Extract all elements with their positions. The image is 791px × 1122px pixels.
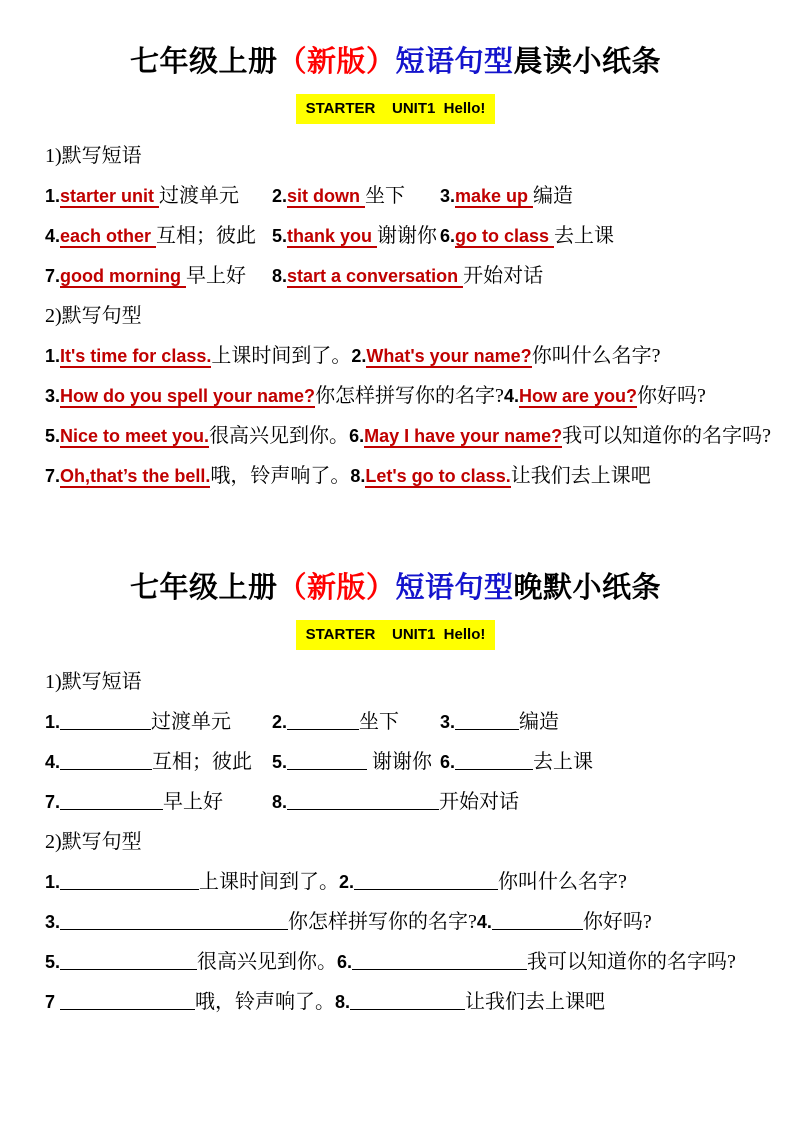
english-answer-text: go to class xyxy=(455,226,555,246)
chinese-meaning: 上课时间到了。 xyxy=(211,345,352,367)
chinese-meaning: 编造 xyxy=(519,711,560,733)
item-number: 3. xyxy=(45,912,61,932)
item-number: 8. xyxy=(272,792,288,812)
sentence-section-heading: 2)默写句型 xyxy=(45,305,142,327)
english-answer-text: Nice to meet you. xyxy=(60,426,210,446)
answer-blank xyxy=(60,989,195,1010)
chinese-meaning: 我可以知道你的名字吗? xyxy=(562,425,772,447)
chinese-meaning: 互相；彼此 xyxy=(152,751,253,773)
title-part: 短语句型 xyxy=(395,572,514,604)
item-number: 3. xyxy=(440,712,456,732)
item-number: 7. xyxy=(45,266,61,286)
chinese-meaning: 哦，铃声响了。 xyxy=(210,465,351,487)
item-number: 6. xyxy=(349,426,365,446)
phrase-item xyxy=(272,742,432,782)
english-answer-text: good morning xyxy=(60,266,186,286)
answer-blank xyxy=(350,989,465,1010)
phrase-section-heading: 1)默写短语 xyxy=(45,145,142,167)
english-answer-text: make up xyxy=(455,186,534,206)
item-number: 6. xyxy=(337,952,353,972)
title-part: 七年级上册 xyxy=(129,572,278,604)
unit-banner: STARTER UNIT1 Hello! xyxy=(296,620,496,650)
item-number: 2. xyxy=(272,186,288,206)
answer-blank xyxy=(60,709,151,730)
title-part: 七年级上册 xyxy=(129,46,278,78)
sentence-item xyxy=(45,871,339,893)
chinese-meaning: 你好吗? xyxy=(582,911,652,933)
title-part: （新版） xyxy=(277,46,396,78)
sentence-item xyxy=(504,385,706,407)
section-title xyxy=(0,42,791,82)
morning-section xyxy=(0,0,791,496)
phrase-row xyxy=(45,176,751,216)
english-answer-text: How are you? xyxy=(518,386,637,406)
phrase-row xyxy=(45,256,751,296)
chinese-meaning: 谢谢你 xyxy=(367,751,433,773)
phrase-row xyxy=(45,702,751,742)
chinese-meaning: 你怎样拼写你的名字? xyxy=(288,911,477,933)
item-number: 4. xyxy=(45,226,61,246)
english-answer-text: How do you spell your name? xyxy=(60,386,316,406)
chinese-meaning: 哦，铃声响了。 xyxy=(195,991,336,1013)
item-number: 4. xyxy=(503,386,519,406)
sentence-line xyxy=(45,902,751,942)
chinese-meaning: 坐下 xyxy=(365,185,406,207)
english-answer-text: each other xyxy=(60,226,157,246)
english-answer-text: thank you xyxy=(287,226,378,246)
chinese-meaning: 让我们去上课吧 xyxy=(465,991,606,1013)
item-number: 1. xyxy=(45,872,61,892)
item-number: 1. xyxy=(45,712,61,732)
sentence-line xyxy=(45,336,751,376)
sentence-item xyxy=(45,385,504,407)
english-answer-text: Let's go to class. xyxy=(365,466,511,486)
phrase-item xyxy=(45,256,246,296)
phrase-item xyxy=(45,216,256,256)
phrase-item xyxy=(272,702,399,742)
answer-blank xyxy=(60,789,163,810)
sentence-item xyxy=(337,951,736,973)
item-number: 5. xyxy=(272,752,288,772)
chinese-meaning: 去上课 xyxy=(533,751,594,773)
answer-blank xyxy=(60,909,288,930)
item-number: 2. xyxy=(272,712,288,732)
phrase-row xyxy=(45,782,751,822)
unit-banner: STARTER UNIT1 Hello! xyxy=(296,94,496,124)
item-number: 6. xyxy=(440,226,456,246)
chinese-meaning: 很高兴见到你。 xyxy=(197,951,338,973)
answer-blank xyxy=(60,749,152,770)
sentence-item xyxy=(45,991,335,1013)
sentence-item xyxy=(45,951,337,973)
section-content xyxy=(45,662,751,1022)
answer-blank xyxy=(287,749,367,770)
item-number: 7. xyxy=(45,466,61,486)
phrase-item xyxy=(45,702,231,742)
item-number: 8. xyxy=(350,466,366,486)
item-number: 1. xyxy=(45,186,61,206)
phrase-item xyxy=(272,176,405,216)
sentence-item xyxy=(45,345,351,367)
item-number: 8. xyxy=(272,266,288,286)
sentence-item xyxy=(45,425,349,447)
chinese-meaning: 我可以知道你的名字吗? xyxy=(527,951,736,973)
phrase-item xyxy=(440,176,573,216)
sentence-item xyxy=(351,345,660,367)
chinese-meaning: 坐下 xyxy=(359,711,400,733)
sentence-line xyxy=(45,982,751,1022)
item-number: 6. xyxy=(440,752,456,772)
chinese-meaning: 早上好 xyxy=(163,791,224,813)
sentence-item xyxy=(477,911,652,933)
item-number: 5. xyxy=(45,426,61,446)
answer-blank xyxy=(455,709,519,730)
chinese-meaning: 互相；彼此 xyxy=(156,225,257,247)
chinese-meaning: 你叫什么名字? xyxy=(531,345,661,367)
unit-banner-row xyxy=(0,94,791,124)
title-part: 晚默小纸条 xyxy=(513,572,662,604)
item-number: 2. xyxy=(351,346,367,366)
item-number: 2. xyxy=(339,872,355,892)
item-number: 8. xyxy=(335,992,351,1012)
answer-blank xyxy=(287,789,439,810)
phrase-section-heading: 1)默写短语 xyxy=(45,671,142,693)
item-number: 7 xyxy=(45,992,61,1012)
evening-section xyxy=(0,568,791,1022)
answer-blank xyxy=(455,749,533,770)
answer-blank xyxy=(60,949,197,970)
chinese-meaning: 过渡单元 xyxy=(151,711,232,733)
phrase-item xyxy=(45,176,239,216)
phrase-item xyxy=(440,702,559,742)
chinese-meaning: 让我们去上课吧 xyxy=(510,465,651,487)
english-answer-text: start a conversation xyxy=(287,266,464,286)
sentence-line xyxy=(45,942,751,982)
phrase-item xyxy=(272,256,543,296)
title-part: 短语句型 xyxy=(395,46,514,78)
sentence-item xyxy=(349,425,771,447)
phrase-item xyxy=(272,216,437,256)
item-number: 5. xyxy=(272,226,288,246)
phrase-item xyxy=(45,782,223,822)
chinese-meaning: 你叫什么名字? xyxy=(498,871,627,893)
chinese-meaning: 过渡单元 xyxy=(159,185,240,207)
sentence-line xyxy=(45,862,751,902)
chinese-meaning: 开始对话 xyxy=(463,265,544,287)
phrase-item xyxy=(440,742,593,782)
chinese-meaning: 编造 xyxy=(533,185,574,207)
sentence-item xyxy=(339,871,627,893)
sentence-item xyxy=(45,911,477,933)
english-answer-text: It's time for class. xyxy=(60,346,212,366)
answer-blank xyxy=(352,949,527,970)
sentence-line xyxy=(45,416,772,456)
phrase-item xyxy=(440,216,614,256)
item-number: 7. xyxy=(45,792,61,812)
item-number: 5. xyxy=(45,952,61,972)
title-part: 晨读小纸条 xyxy=(513,46,662,78)
chinese-meaning: 上课时间到了。 xyxy=(199,871,340,893)
item-number: 4. xyxy=(45,752,61,772)
title-part: （新版） xyxy=(277,572,396,604)
english-answer-text: sit down xyxy=(287,186,366,206)
chinese-meaning: 你怎样拼写你的名字? xyxy=(315,385,504,407)
english-answer-text: Oh,that’s the bell. xyxy=(60,466,211,486)
item-number: 1. xyxy=(45,346,61,366)
phrase-row xyxy=(45,216,751,256)
english-answer-text: May I have your name? xyxy=(364,426,563,446)
answer-blank xyxy=(354,869,498,890)
chinese-meaning: 去上课 xyxy=(554,225,615,247)
section-content xyxy=(45,136,772,496)
phrase-row xyxy=(45,742,751,782)
section-title xyxy=(0,568,791,608)
item-number: 4. xyxy=(476,912,492,932)
phrase-item xyxy=(272,782,519,822)
answer-blank xyxy=(60,869,199,890)
answer-blank xyxy=(287,709,359,730)
chinese-meaning: 你好吗? xyxy=(637,385,706,407)
sentence-item xyxy=(350,465,650,487)
unit-banner-row xyxy=(0,620,791,650)
phrase-item xyxy=(45,742,252,782)
item-number: 3. xyxy=(440,186,456,206)
item-number: 3. xyxy=(45,386,61,406)
chinese-meaning: 谢谢你 xyxy=(377,225,438,247)
chinese-meaning: 早上好 xyxy=(186,265,246,287)
sentence-section-heading: 2)默写句型 xyxy=(45,831,142,853)
sentence-line xyxy=(45,456,751,496)
sentence-item xyxy=(45,465,350,487)
answer-blank xyxy=(492,909,583,930)
chinese-meaning: 很高兴见到你。 xyxy=(209,425,350,447)
english-answer-text: starter unit xyxy=(60,186,160,206)
sentence-item xyxy=(335,991,605,1013)
chinese-meaning: 开始对话 xyxy=(439,791,520,813)
sentence-line xyxy=(45,376,751,416)
english-answer-text: What's your name? xyxy=(366,346,532,366)
